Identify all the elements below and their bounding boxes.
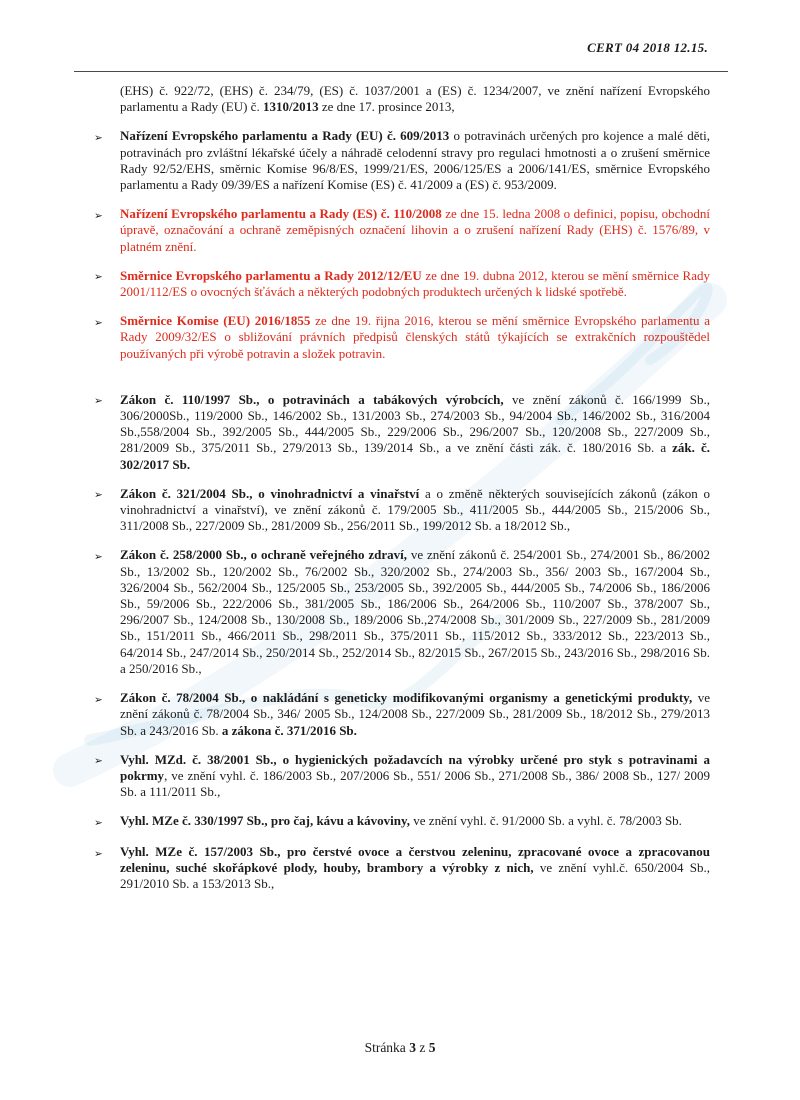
list-item xyxy=(94,690,710,739)
text-run: Zákon č. 258/2000 Sb., o ochraně veřejného zdraví, xyxy=(120,547,407,563)
text-run: ze dne 15. ledna 2008 o definici, popisu, obchodní úpravě, označování a ochraně zeměpisných označení lihovin a o zrušení nařízení Rady (EHS) č. 1576/89, v platném znění. xyxy=(120,206,710,254)
list-item xyxy=(94,486,710,535)
text-run: 1310/2013 xyxy=(262,99,319,115)
text-run: Vyhl. MZe č. 330/1997 Sb., pro čaj, kávu a kávoviny, xyxy=(120,813,411,829)
item-text xyxy=(120,268,710,300)
text-run: ve znění vyhl. č. 91/2000 Sb. a vyhl. č. 78/2003 Sb. xyxy=(410,813,682,829)
arrow-bullet-icon: ➢ xyxy=(94,847,103,860)
text-run: z xyxy=(415,1040,429,1055)
arrow-bullet-icon: ➢ xyxy=(94,693,103,706)
item-text xyxy=(120,392,710,473)
text-run: , ve znění vyhl. č. 186/2003 Sb., 207/2006 Sb., 551/ 2006 Sb., 271/2008 Sb., 386/ 2008 Sb., 127/ 2009 Sb. a 111/2011 Sb., xyxy=(120,767,710,800)
item-text xyxy=(120,844,710,893)
item-text xyxy=(120,690,710,739)
text-run: Vyhl. MZd. č. 38/2001 Sb., o hygienických požadavcích na výrobky určené pro styk s potravinami a pokrmy xyxy=(120,751,710,783)
document-body xyxy=(94,83,710,893)
list-item xyxy=(94,206,710,255)
list-item xyxy=(94,313,710,362)
list-item xyxy=(94,128,710,193)
page-footer-text xyxy=(365,1040,436,1055)
item-text xyxy=(120,752,710,801)
text-run: ze dne 17. prosince 2013, xyxy=(318,99,455,115)
regulation-list xyxy=(94,128,710,892)
document-header xyxy=(94,40,710,56)
list-item xyxy=(94,547,710,677)
text-run: a o změně některých souvisejících zákonů (zákon o vinohradnictví a vinařství), ve znění zákonů č. 179/2005 Sb., 411/2005 Sb., 444/2005 Sb., 215/2006 Sb., 311/2008 Sb., 227/2009 Sb., 281/2009 Sb., 256/2011 Sb., 199/2012 Sb. a 18/2012 Sb., xyxy=(120,485,710,534)
item-text xyxy=(120,547,710,677)
text-run: Nařízení Evropského parlamentu a Rady (ES) č. 110/2008 xyxy=(120,206,442,222)
item-text xyxy=(120,486,710,535)
text-run: Zákon č. 321/2004 Sb., o vinohradnictví a vinařství xyxy=(120,485,420,501)
list-item xyxy=(94,844,710,893)
text-run: ze dne 19. dubna 2012, kterou se mění směrnice Rady 2001/112/ES o ovocných šťávách a některých podobných produktech určených k lidské spotřebě. xyxy=(120,267,710,300)
text-run: Směrnice Evropského parlamentu a Rady 2012/12/EU xyxy=(120,267,422,283)
header-divider xyxy=(74,71,728,72)
arrow-bullet-icon: ➢ xyxy=(94,816,103,829)
arrow-bullet-icon: ➢ xyxy=(94,316,103,329)
arrow-bullet-icon: ➢ xyxy=(94,271,103,284)
doc-code: CERT 04 2018 12.15. xyxy=(587,40,708,55)
arrow-bullet-icon: ➢ xyxy=(94,209,103,222)
text-run: Zákon č. 78/2004 Sb., o nakládání s geneticky modifikovanými organismy a genetickými produkty, xyxy=(120,690,693,706)
text-run: ze dne 19. řijna 2016, kterou se mění směrnice Evropského parlamentu a Rady 2009/32/ES o sbližování právních předpisů členských států týkajících se extrakčních rozpouštědel používaných při výrobě potravin a složek potravin. xyxy=(120,313,710,361)
arrow-bullet-icon: ➢ xyxy=(94,395,103,408)
arrow-bullet-icon: ➢ xyxy=(94,550,103,563)
text-run: ve znění zákonů č. 78/2004 Sb., 346/ 2005 Sb., 124/2008 Sb., 227/2009 Sb., 281/2009 Sb., 18/2012 Sb., 279/2013 Sb. a 243/2016 Sb. xyxy=(120,690,710,738)
list-item xyxy=(94,752,710,801)
text-run: zák. č. 302/2017 Sb. xyxy=(120,440,710,472)
list-item xyxy=(94,268,710,300)
text-run: (EHS) č. 922/72, (EHS) č. 234/79, (ES) č. 1037/2001 a (ES) č. 1234/2007, ve znění nařízení Evropského parlamentu a Rady (EU) č. xyxy=(120,83,710,115)
text-run: ve znění zákonů č. 166/1999 Sb., 306/2000Sb., 119/2000 Sb., 146/2002 Sb., 131/2003 Sb., 274/2003 Sb., 94/2004 Sb., 146/2002 Sb., 316/2004 Sb.,558/2004 Sb., 392/2005 Sb., 444/2005 Sb., 229/2006 Sb., 296/2007 Sb., 120/2008 Sb., 227/2009 Sb., 281/2009 Sb., 375/2011 Sb., 279/2013 Sb., 139/2014 Sb., a ve znění části zák. č. 180/2016 Sb. a xyxy=(120,391,710,456)
text-run: o potravinách určených pro kojence a malé děti, potravinách pro zvláštní lékařské účely a náhradě celodenní stravy pro regulaci hmotnosti a o zrušení směrnice Rady 92/52/EHS, směrnic Komise 96/8/ES, 1999/21/ES, 2006/125/ES a 2006/141/ES, směrnice Evropského parlamentu a Rady 09/39/ES a nařízení Komise (ES) č. 41/2009 a (ES) č. 953/2009. xyxy=(120,128,710,193)
arrow-bullet-icon: ➢ xyxy=(94,131,103,144)
text-run: 5 xyxy=(428,1040,436,1055)
text-run: ve znění zákonů č. 254/2001 Sb., 274/2001 Sb., 86/2002 Sb., 13/2002 Sb., 120/2002 Sb., 76/2002 Sb., 320/2002 Sb., 274/2003 Sb., 356/ 2003 Sb., 167/2004 Sb., 326/2004 Sb., 562/2004 Sb., 125/2005 Sb., 253/2005 Sb., 392/2005 Sb., 444/2005 Sb., 74/2006 Sb., 186/2006 Sb., 59/2006 Sb., 222/2006 Sb., 381/2005 Sb., 186/2006 Sb., 264/2006 Sb., 110/2007 Sb., 378/2007 Sb., 296/2007 Sb., 124/2008 Sb., 130/2008 Sb., 189/2006 Sb.,274/2008 Sb., 301/2009 Sb., 227/2009 Sb., 281/2009 Sb., 151/2011 Sb., 466/2011 Sb., 298/2011 Sb., 375/2011 Sb., 115/2012 Sb., 333/2012 Sb., 223/2013 Sb., 64/2014 Sb., 247/2014 Sb., 250/2014 Sb., 252/2014 Sb., 82/2015 Sb., 267/2015 Sb., 243/2016 Sb., 298/2016 Sb. a 250/2016 Sb., xyxy=(120,547,710,676)
text-run: ve znění vyhl.č. 650/2004 Sb., 291/2010 Sb. a 153/2013 Sb., xyxy=(120,860,710,892)
intro-paragraph xyxy=(120,83,710,115)
text-run: Vyhl. MZe č. 157/2003 Sb., pro čerstvé ovoce a čerstvou zeleninu, zpracované ovoce a zpracovanou zeleninu, suché skořápkové plody, houby, brambory a výrobky z nich, xyxy=(120,844,710,876)
item-text xyxy=(120,313,710,362)
page-footer xyxy=(0,1040,800,1056)
item-text xyxy=(120,206,710,255)
item-text xyxy=(120,813,710,831)
list-item xyxy=(94,392,710,473)
arrow-bullet-icon: ➢ xyxy=(94,489,103,502)
item-text xyxy=(120,128,710,193)
text-run: Zákon č. 110/1997 Sb., o potravinách a tabákových výrobcích, xyxy=(120,391,504,407)
text-run: Směrnice Komise (EU) 2016/1855 xyxy=(120,313,311,329)
arrow-bullet-icon: ➢ xyxy=(94,755,103,768)
text-run: 3 xyxy=(409,1040,416,1055)
list-item xyxy=(94,813,710,831)
text-run: a zákona č. 371/2016 Sb. xyxy=(221,722,357,738)
text-run: Stránka xyxy=(364,1040,410,1055)
text-run: Nařízení Evropského parlamentu a Rady (EU) č. 609/2013 xyxy=(120,128,450,144)
